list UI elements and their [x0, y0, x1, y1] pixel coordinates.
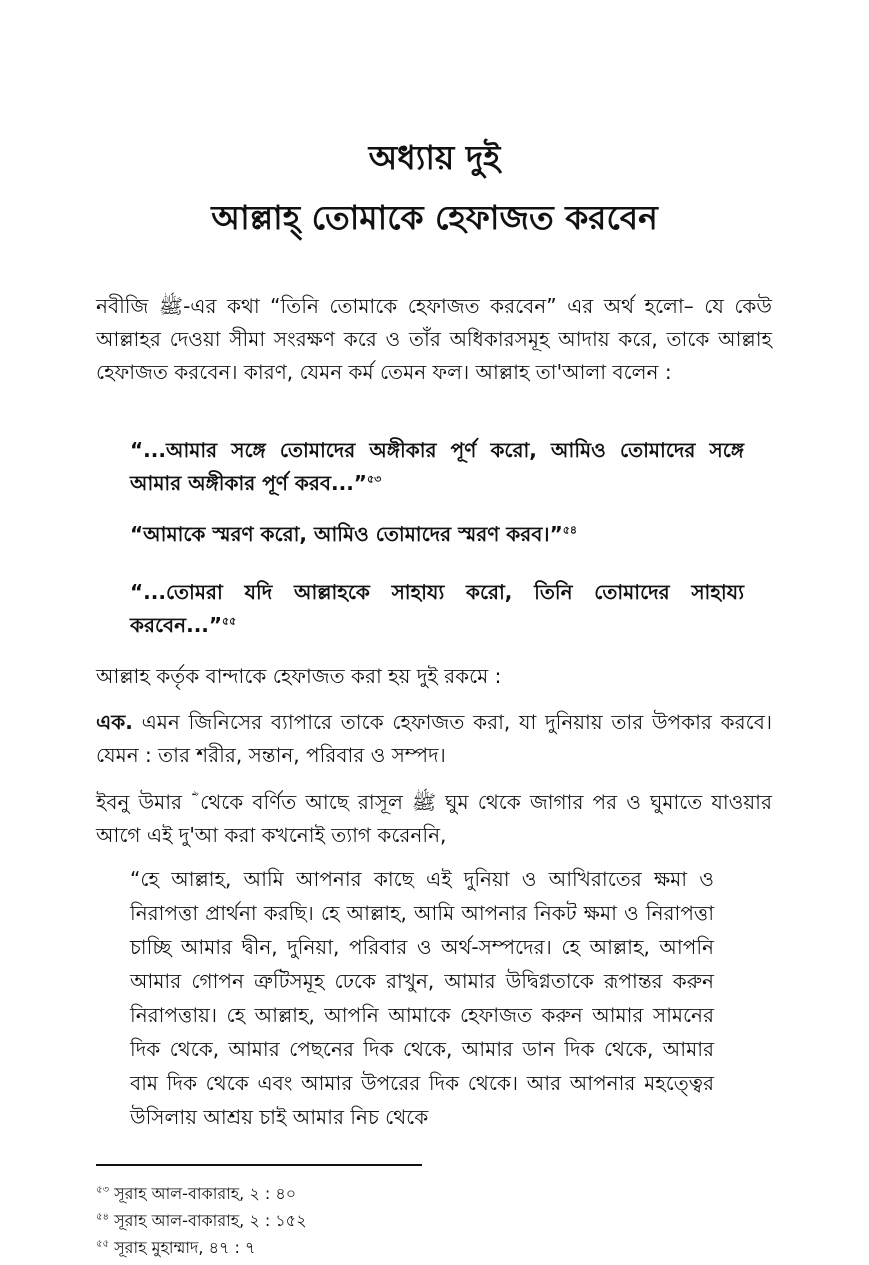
- footnotes: [96, 1180, 596, 1261]
- quote-text: “...আমার সঙ্গে তোমাদের অঙ্গীকার পূর্ণ করো, আমিও তোমাদের সঙ্গে আমার অঙ্গীকার পূর্ণ করব...”: [130, 438, 744, 495]
- footnote-number: ৫৪: [96, 1211, 109, 1223]
- footnote-55: [96, 1234, 596, 1261]
- dua-block: “হে আল্লাহ, আমি আপনার কাছে এই দুনিয়া ও আখিরাতের ক্ষমা ও নিরাপত্তা প্রার্থনা করছি। হে আল্লাহ, আমি আপনার নিকট ক্ষমা ও নিরাপত্তা চাচ্ছি আমার দ্বীন, দুনিয়া, পরিবার ও অর্থ-সম্পদের। হে আল্লাহ, আপনি আমার গোপন ত্রুটিসমূহ ঢেকে রাখুন, আমার উদ্বিগ্নতাকে রূপান্তর করুন নিরাপত্তায়। হে আল্লাহ, আপনি আমাকে হেফাজত করুন আমার সামনের দিক থেকে, আমার পেছনের দিক থেকে, আমার ডান দিক থেকে, আমার বাম দিক থেকে এবং আমার উপরের দিক থেকে। আর আপনার মহত্ত্বের উসিলায় আশ্রয় চাই আমার নিচ থেকে: [130, 867, 714, 1129]
- point-one-label: এক.: [96, 710, 133, 734]
- footnote-ref: ৫৫: [222, 614, 237, 628]
- footnote-ref: ৫৪: [562, 523, 578, 537]
- chapter-title: আল্লাহ্ তোমাকে হেফাজত করবেন: [211, 198, 658, 237]
- footnote-divider: [96, 1164, 422, 1166]
- footnote-54: [96, 1207, 596, 1234]
- footnote-ref: ৫৩: [366, 472, 382, 486]
- footnote-53: [96, 1180, 596, 1207]
- footnote-text: সূরাহ আল-বাকারাহ, ২ : ৪০: [114, 1184, 297, 1203]
- hadith-intro-paragraph: ইবনু উমার ؓ থেকে বর্ণিত আছে রাসূল ﷺ ঘুম থেকে জাগার পর ও ঘুমাতে যাওয়ার আগে এই দু'আ করা কখনোই ত্যাগ করেননি,: [96, 790, 772, 847]
- quote-text: “আমাকে স্মরণ করো, আমিও তোমাদের স্মরণ করব।”: [130, 522, 563, 546]
- quote-text: “...তোমরা যদি আল্লাহকে সাহায্য করো, তিনি তোমাদের সাহায্য করবেন...”: [130, 580, 744, 637]
- quran-quote-2: [130, 518, 744, 551]
- chapter-number: অধ্যায় দুই: [368, 138, 501, 177]
- protection-types-paragraph: আল্লাহ কর্তৃক বান্দাকে হেফাজত করা হয় দুই রকমে :: [96, 664, 502, 688]
- intro-paragraph: নবীজি ﷺ-এর কথা “তিনি তোমাকে হেফাজত করবেন” এর অর্থ হলো– যে কেউ আল্লাহর দেওয়া সীমা সংরক্ষণ করে ও তাঁর অধিকারসমূহ আদায় করে, তাকে আল্লাহ হেফাজত করবেন। কারণ, যেমন কর্ম তেমন ফল। আল্লাহ তা'আলা বলেন :: [96, 294, 773, 384]
- footnote-text: সূরাহ আল-বাকারাহ, ২ : ১৫২: [114, 1211, 307, 1230]
- footnote-text: সূরাহ মুহাম্মাদ, ৪৭ : ৭: [114, 1238, 256, 1257]
- quran-quote-1: [130, 434, 744, 500]
- point-one-text: এমন জিনিসের ব্যাপারে তাকে হেফাজত করা, যা দুনিয়ায় তার উপকার করবে। যেমন : তার শরীর, সন্তান, পরিবার ও সম্পদ।: [96, 710, 772, 767]
- footnote-number: ৫৫: [96, 1238, 109, 1250]
- quran-quote-3: [130, 576, 744, 642]
- footnote-number: ৫৩: [96, 1184, 109, 1196]
- point-one-paragraph: [96, 706, 772, 772]
